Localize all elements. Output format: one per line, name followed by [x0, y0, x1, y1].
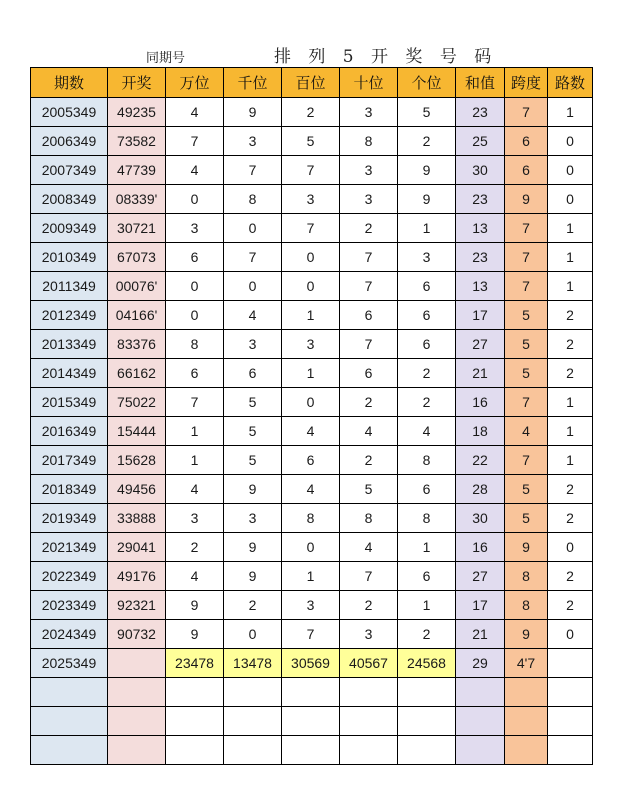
cell-ge[interactable]: 6 [398, 272, 456, 301]
cell-span[interactable]: 5 [505, 504, 548, 533]
cell-qian[interactable]: 5 [224, 446, 282, 475]
cell-wan[interactable]: 1 [166, 417, 224, 446]
header-shi: 十位 [340, 68, 398, 98]
cell-shi[interactable]: 3 [340, 185, 398, 214]
cell-span[interactable]: 8 [505, 562, 548, 591]
cell-sum[interactable] [456, 707, 505, 736]
cell-sum[interactable]: 17 [456, 591, 505, 620]
header-qian: 千位 [224, 68, 282, 98]
cell-sum[interactable]: 23 [456, 185, 505, 214]
cell-period[interactable]: 2005349 [31, 98, 108, 127]
cell-prize[interactable]: 29041 [108, 533, 166, 562]
table-row [31, 620, 593, 649]
cell-sum[interactable]: 30 [456, 156, 505, 185]
cell-period[interactable]: 2013349 [31, 330, 108, 359]
same-period-label: 同期号 [146, 51, 186, 66]
cell-prize[interactable]: 49235 [108, 98, 166, 127]
cell-sum[interactable] [456, 678, 505, 707]
header-row [31, 68, 593, 98]
cell-shi[interactable]: 7 [340, 272, 398, 301]
cell-qian[interactable]: 7 [224, 243, 282, 272]
cell-shi[interactable]: 4 [340, 417, 398, 446]
cell-shi[interactable]: 6 [340, 359, 398, 388]
cell-ge[interactable]: 2 [398, 620, 456, 649]
cell-qian[interactable]: 6 [224, 359, 282, 388]
cell-prize[interactable] [108, 678, 166, 707]
cell-wan[interactable]: 4 [166, 562, 224, 591]
cell-wan[interactable]: 0 [166, 301, 224, 330]
cell-ge[interactable]: 2 [398, 388, 456, 417]
table-row [31, 359, 593, 388]
cell-wan[interactable]: 8 [166, 330, 224, 359]
cell-shi[interactable]: 2 [340, 388, 398, 417]
cell-span[interactable]: 5 [505, 301, 548, 330]
cell-route[interactable]: 1 [548, 388, 593, 417]
cell-sum[interactable]: 25 [456, 127, 505, 156]
table-row [31, 98, 593, 127]
cell-qian[interactable]: 0 [224, 620, 282, 649]
cell-route[interactable] [548, 649, 593, 678]
cell-span[interactable]: 9 [505, 185, 548, 214]
cell-period[interactable]: 2010349 [31, 243, 108, 272]
cell-wan[interactable] [166, 736, 224, 765]
cell-sum[interactable]: 18 [456, 417, 505, 446]
cell-route[interactable] [548, 736, 593, 765]
cell-ge[interactable]: 2 [398, 127, 456, 156]
cell-prize[interactable] [108, 707, 166, 736]
cell-ge[interactable]: 1 [398, 533, 456, 562]
cell-route[interactable] [548, 678, 593, 707]
cell-sum[interactable]: 17 [456, 301, 505, 330]
cell-ge[interactable]: 1 [398, 214, 456, 243]
cell-prize[interactable]: 15444 [108, 417, 166, 446]
cell-wan[interactable]: 7 [166, 127, 224, 156]
cell-bai[interactable]: 8 [282, 504, 340, 533]
header-wan: 万位 [166, 68, 224, 98]
cell-span[interactable]: 5 [505, 359, 548, 388]
cell-shi[interactable] [340, 678, 398, 707]
cell-span[interactable]: 7 [505, 272, 548, 301]
cell-ge[interactable]: 9 [398, 156, 456, 185]
cell-route[interactable]: 1 [548, 98, 593, 127]
cell-sum[interactable]: 27 [456, 562, 505, 591]
cell-period[interactable]: 2016349 [31, 417, 108, 446]
cell-prize[interactable] [108, 736, 166, 765]
cell-bai[interactable]: 2 [282, 98, 340, 127]
header-span: 跨度 [505, 68, 548, 98]
cell-prize[interactable]: 67073 [108, 243, 166, 272]
cell-period[interactable]: 2024349 [31, 620, 108, 649]
table-row [31, 301, 593, 330]
cell-route[interactable]: 1 [548, 272, 593, 301]
cell-qian[interactable] [224, 678, 282, 707]
cell-prize[interactable]: 73582 [108, 127, 166, 156]
cell-prize[interactable]: 49456 [108, 475, 166, 504]
cell-wan[interactable]: 3 [166, 504, 224, 533]
cell-wan[interactable]: 9 [166, 591, 224, 620]
cell-route[interactable]: 2 [548, 301, 593, 330]
cell-span[interactable]: 8 [505, 591, 548, 620]
cell-qian[interactable]: 9 [224, 562, 282, 591]
cell-prize[interactable] [108, 649, 166, 678]
cell-bai[interactable]: 3 [282, 591, 340, 620]
cell-qian[interactable]: 9 [224, 98, 282, 127]
cell-route[interactable]: 2 [548, 504, 593, 533]
cell-period[interactable]: 2006349 [31, 127, 108, 156]
cell-bai[interactable]: 0 [282, 243, 340, 272]
cell-prize[interactable]: 83376 [108, 330, 166, 359]
empty-row [31, 678, 593, 707]
cell-sum[interactable]: 23 [456, 98, 505, 127]
cell-ge[interactable]: 6 [398, 330, 456, 359]
cell-qian[interactable]: 13478 [224, 649, 282, 678]
cell-wan[interactable]: 6 [166, 359, 224, 388]
cell-sum[interactable]: 16 [456, 388, 505, 417]
cell-period[interactable]: 2019349 [31, 504, 108, 533]
cell-span[interactable]: 5 [505, 475, 548, 504]
cell-route[interactable]: 2 [548, 330, 593, 359]
table-row [31, 417, 593, 446]
cell-qian[interactable]: 5 [224, 388, 282, 417]
cell-ge[interactable] [398, 678, 456, 707]
cell-wan[interactable]: 3 [166, 214, 224, 243]
cell-shi[interactable]: 7 [340, 243, 398, 272]
header-period: 期数 [31, 68, 108, 98]
cell-shi[interactable]: 4 [340, 533, 398, 562]
cell-period[interactable]: 2008349 [31, 185, 108, 214]
cell-qian[interactable]: 3 [224, 330, 282, 359]
cell-sum[interactable]: 16 [456, 533, 505, 562]
cell-bai[interactable]: 1 [282, 562, 340, 591]
cell-period[interactable]: 2018349 [31, 475, 108, 504]
table-row [31, 475, 593, 504]
cell-prize[interactable]: 00076' [108, 272, 166, 301]
cell-route[interactable]: 0 [548, 620, 593, 649]
table-row [31, 562, 593, 591]
cell-bai[interactable]: 6 [282, 446, 340, 475]
cell-qian[interactable] [224, 707, 282, 736]
cell-bai[interactable]: 3 [282, 185, 340, 214]
cell-period[interactable]: 2021349 [31, 533, 108, 562]
cell-span[interactable]: 7 [505, 243, 548, 272]
cell-wan[interactable]: 4 [166, 156, 224, 185]
cell-prize[interactable]: 33888 [108, 504, 166, 533]
cell-sum[interactable]: 21 [456, 359, 505, 388]
table-row [31, 388, 593, 417]
cell-bai[interactable] [282, 678, 340, 707]
table-row [31, 214, 593, 243]
cell-prize[interactable]: 92321 [108, 591, 166, 620]
cell-route[interactable]: 0 [548, 533, 593, 562]
cell-span[interactable]: 4 [505, 417, 548, 446]
cell-wan[interactable] [166, 707, 224, 736]
cell-shi[interactable]: 5 [340, 475, 398, 504]
cell-route[interactable]: 1 [548, 417, 593, 446]
cell-span[interactable]: 7 [505, 388, 548, 417]
cell-bai[interactable]: 30569 [282, 649, 340, 678]
cell-span[interactable] [505, 678, 548, 707]
cell-qian[interactable]: 5 [224, 417, 282, 446]
cell-wan[interactable]: 0 [166, 185, 224, 214]
cell-prize[interactable]: 08339' [108, 185, 166, 214]
cell-qian[interactable]: 7 [224, 156, 282, 185]
cell-bai[interactable] [282, 736, 340, 765]
cell-shi[interactable]: 2 [340, 591, 398, 620]
cell-wan[interactable]: 1 [166, 446, 224, 475]
cell-ge[interactable]: 2 [398, 359, 456, 388]
cell-sum[interactable]: 22 [456, 446, 505, 475]
cell-route[interactable]: 2 [548, 475, 593, 504]
table-row [31, 243, 593, 272]
cell-qian[interactable]: 0 [224, 272, 282, 301]
cell-route[interactable]: 0 [548, 127, 593, 156]
cell-wan[interactable]: 4 [166, 98, 224, 127]
cell-bai[interactable]: 1 [282, 301, 340, 330]
cell-bai[interactable]: 7 [282, 214, 340, 243]
cell-route[interactable]: 1 [548, 446, 593, 475]
cell-period[interactable] [31, 678, 108, 707]
table-row [31, 446, 593, 475]
cell-qian[interactable]: 8 [224, 185, 282, 214]
cell-span[interactable]: 7 [505, 214, 548, 243]
table-row [31, 533, 593, 562]
cell-ge[interactable]: 8 [398, 504, 456, 533]
empty-row [31, 707, 593, 736]
lottery-table [30, 67, 593, 765]
cell-sum[interactable]: 23 [456, 243, 505, 272]
cell-prize[interactable]: 66162 [108, 359, 166, 388]
cell-span[interactable] [505, 736, 548, 765]
cell-sum[interactable]: 28 [456, 475, 505, 504]
cell-sum[interactable]: 13 [456, 214, 505, 243]
cell-wan[interactable]: 7 [166, 388, 224, 417]
cell-qian[interactable]: 9 [224, 533, 282, 562]
cell-sum[interactable]: 27 [456, 330, 505, 359]
cell-qian[interactable] [224, 736, 282, 765]
cell-wan[interactable]: 9 [166, 620, 224, 649]
cell-period[interactable] [31, 707, 108, 736]
cell-span[interactable]: 4'7 [505, 649, 548, 678]
table-row [31, 504, 593, 533]
cell-period[interactable]: 2015349 [31, 388, 108, 417]
cell-qian[interactable]: 4 [224, 301, 282, 330]
cell-prize[interactable]: 75022 [108, 388, 166, 417]
cell-ge[interactable]: 6 [398, 301, 456, 330]
cell-shi[interactable]: 3 [340, 98, 398, 127]
cell-wan[interactable]: 6 [166, 243, 224, 272]
cell-bai[interactable]: 7 [282, 156, 340, 185]
cell-bai[interactable]: 5 [282, 127, 340, 156]
cell-period[interactable]: 2009349 [31, 214, 108, 243]
cell-sum[interactable]: 21 [456, 620, 505, 649]
cell-bai[interactable]: 0 [282, 388, 340, 417]
cell-qian[interactable]: 0 [224, 214, 282, 243]
cell-route[interactable]: 2 [548, 359, 593, 388]
cell-ge[interactable] [398, 707, 456, 736]
cell-bai[interactable]: 1 [282, 359, 340, 388]
cell-ge[interactable]: 6 [398, 562, 456, 591]
cell-period[interactable]: 2012349 [31, 301, 108, 330]
cell-span[interactable]: 7 [505, 98, 548, 127]
cell-prize[interactable]: 30721 [108, 214, 166, 243]
sheet-title: 排 列 5 开 奖 号 码 [274, 47, 498, 67]
table-row [31, 185, 593, 214]
cell-ge[interactable]: 9 [398, 185, 456, 214]
cell-bai[interactable] [282, 707, 340, 736]
cell-period[interactable] [31, 736, 108, 765]
table-row [31, 272, 593, 301]
cell-sum[interactable]: 29 [456, 649, 505, 678]
cell-bai[interactable]: 4 [282, 417, 340, 446]
cell-ge[interactable]: 8 [398, 446, 456, 475]
cell-sum[interactable]: 30 [456, 504, 505, 533]
cell-period[interactable]: 2023349 [31, 591, 108, 620]
cell-route[interactable]: 0 [548, 185, 593, 214]
cell-period[interactable]: 2022349 [31, 562, 108, 591]
cell-bai[interactable]: 7 [282, 620, 340, 649]
cell-prize[interactable]: 49176 [108, 562, 166, 591]
header-prize: 开奖 [108, 68, 166, 98]
cell-shi[interactable]: 40567 [340, 649, 398, 678]
cell-span[interactable] [505, 707, 548, 736]
header-route: 路数 [548, 68, 593, 98]
cell-qian[interactable]: 3 [224, 504, 282, 533]
cell-wan[interactable]: 23478 [166, 649, 224, 678]
cell-shi[interactable]: 3 [340, 620, 398, 649]
cell-qian[interactable]: 9 [224, 475, 282, 504]
cell-wan[interactable]: 4 [166, 475, 224, 504]
cell-ge[interactable]: 4 [398, 417, 456, 446]
cell-bai[interactable]: 4 [282, 475, 340, 504]
cell-shi[interactable] [340, 707, 398, 736]
cell-shi[interactable] [340, 736, 398, 765]
cell-route[interactable]: 1 [548, 214, 593, 243]
cell-route[interactable]: 2 [548, 591, 593, 620]
cell-ge[interactable]: 5 [398, 98, 456, 127]
cell-shi[interactable]: 8 [340, 127, 398, 156]
table-row [31, 330, 593, 359]
cell-span[interactable]: 9 [505, 620, 548, 649]
cell-shi[interactable]: 8 [340, 504, 398, 533]
cell-shi[interactable]: 3 [340, 156, 398, 185]
cell-qian[interactable]: 3 [224, 127, 282, 156]
cell-wan[interactable]: 2 [166, 533, 224, 562]
cell-route[interactable] [548, 707, 593, 736]
table-row [31, 127, 593, 156]
cell-wan[interactable] [166, 678, 224, 707]
cell-span[interactable]: 7 [505, 446, 548, 475]
cell-span[interactable]: 6 [505, 127, 548, 156]
forecast-row [31, 649, 593, 678]
cell-period[interactable]: 2017349 [31, 446, 108, 475]
cell-span[interactable]: 6 [505, 156, 548, 185]
table-row [31, 156, 593, 185]
cell-ge[interactable] [398, 736, 456, 765]
cell-shi[interactable]: 2 [340, 446, 398, 475]
cell-shi[interactable]: 2 [340, 214, 398, 243]
cell-prize[interactable]: 47739 [108, 156, 166, 185]
cell-prize[interactable]: 90732 [108, 620, 166, 649]
cell-ge[interactable]: 24568 [398, 649, 456, 678]
cell-span[interactable]: 9 [505, 533, 548, 562]
cell-prize[interactable]: 15628 [108, 446, 166, 475]
cell-sum[interactable]: 13 [456, 272, 505, 301]
cell-route[interactable]: 2 [548, 562, 593, 591]
cell-span[interactable]: 5 [505, 330, 548, 359]
cell-qian[interactable]: 2 [224, 591, 282, 620]
cell-period[interactable]: 2014349 [31, 359, 108, 388]
cell-period[interactable]: 2025349 [31, 649, 108, 678]
header-sum: 和值 [456, 68, 505, 98]
header-ge: 个位 [398, 68, 456, 98]
cell-ge[interactable]: 6 [398, 475, 456, 504]
header-bai: 百位 [282, 68, 340, 98]
cell-wan[interactable]: 0 [166, 272, 224, 301]
cell-shi[interactable]: 7 [340, 562, 398, 591]
table-row [31, 591, 593, 620]
empty-row [31, 736, 593, 765]
cell-ge[interactable]: 3 [398, 243, 456, 272]
cell-period[interactable]: 2011349 [31, 272, 108, 301]
cell-ge[interactable]: 1 [398, 591, 456, 620]
cell-bai[interactable]: 3 [282, 330, 340, 359]
cell-shi[interactable]: 7 [340, 330, 398, 359]
cell-route[interactable]: 0 [548, 156, 593, 185]
cell-sum[interactable] [456, 736, 505, 765]
cell-bai[interactable]: 0 [282, 533, 340, 562]
cell-bai[interactable]: 0 [282, 272, 340, 301]
cell-prize[interactable]: 04166' [108, 301, 166, 330]
cell-shi[interactable]: 6 [340, 301, 398, 330]
cell-period[interactable]: 2007349 [31, 156, 108, 185]
cell-route[interactable]: 1 [548, 243, 593, 272]
